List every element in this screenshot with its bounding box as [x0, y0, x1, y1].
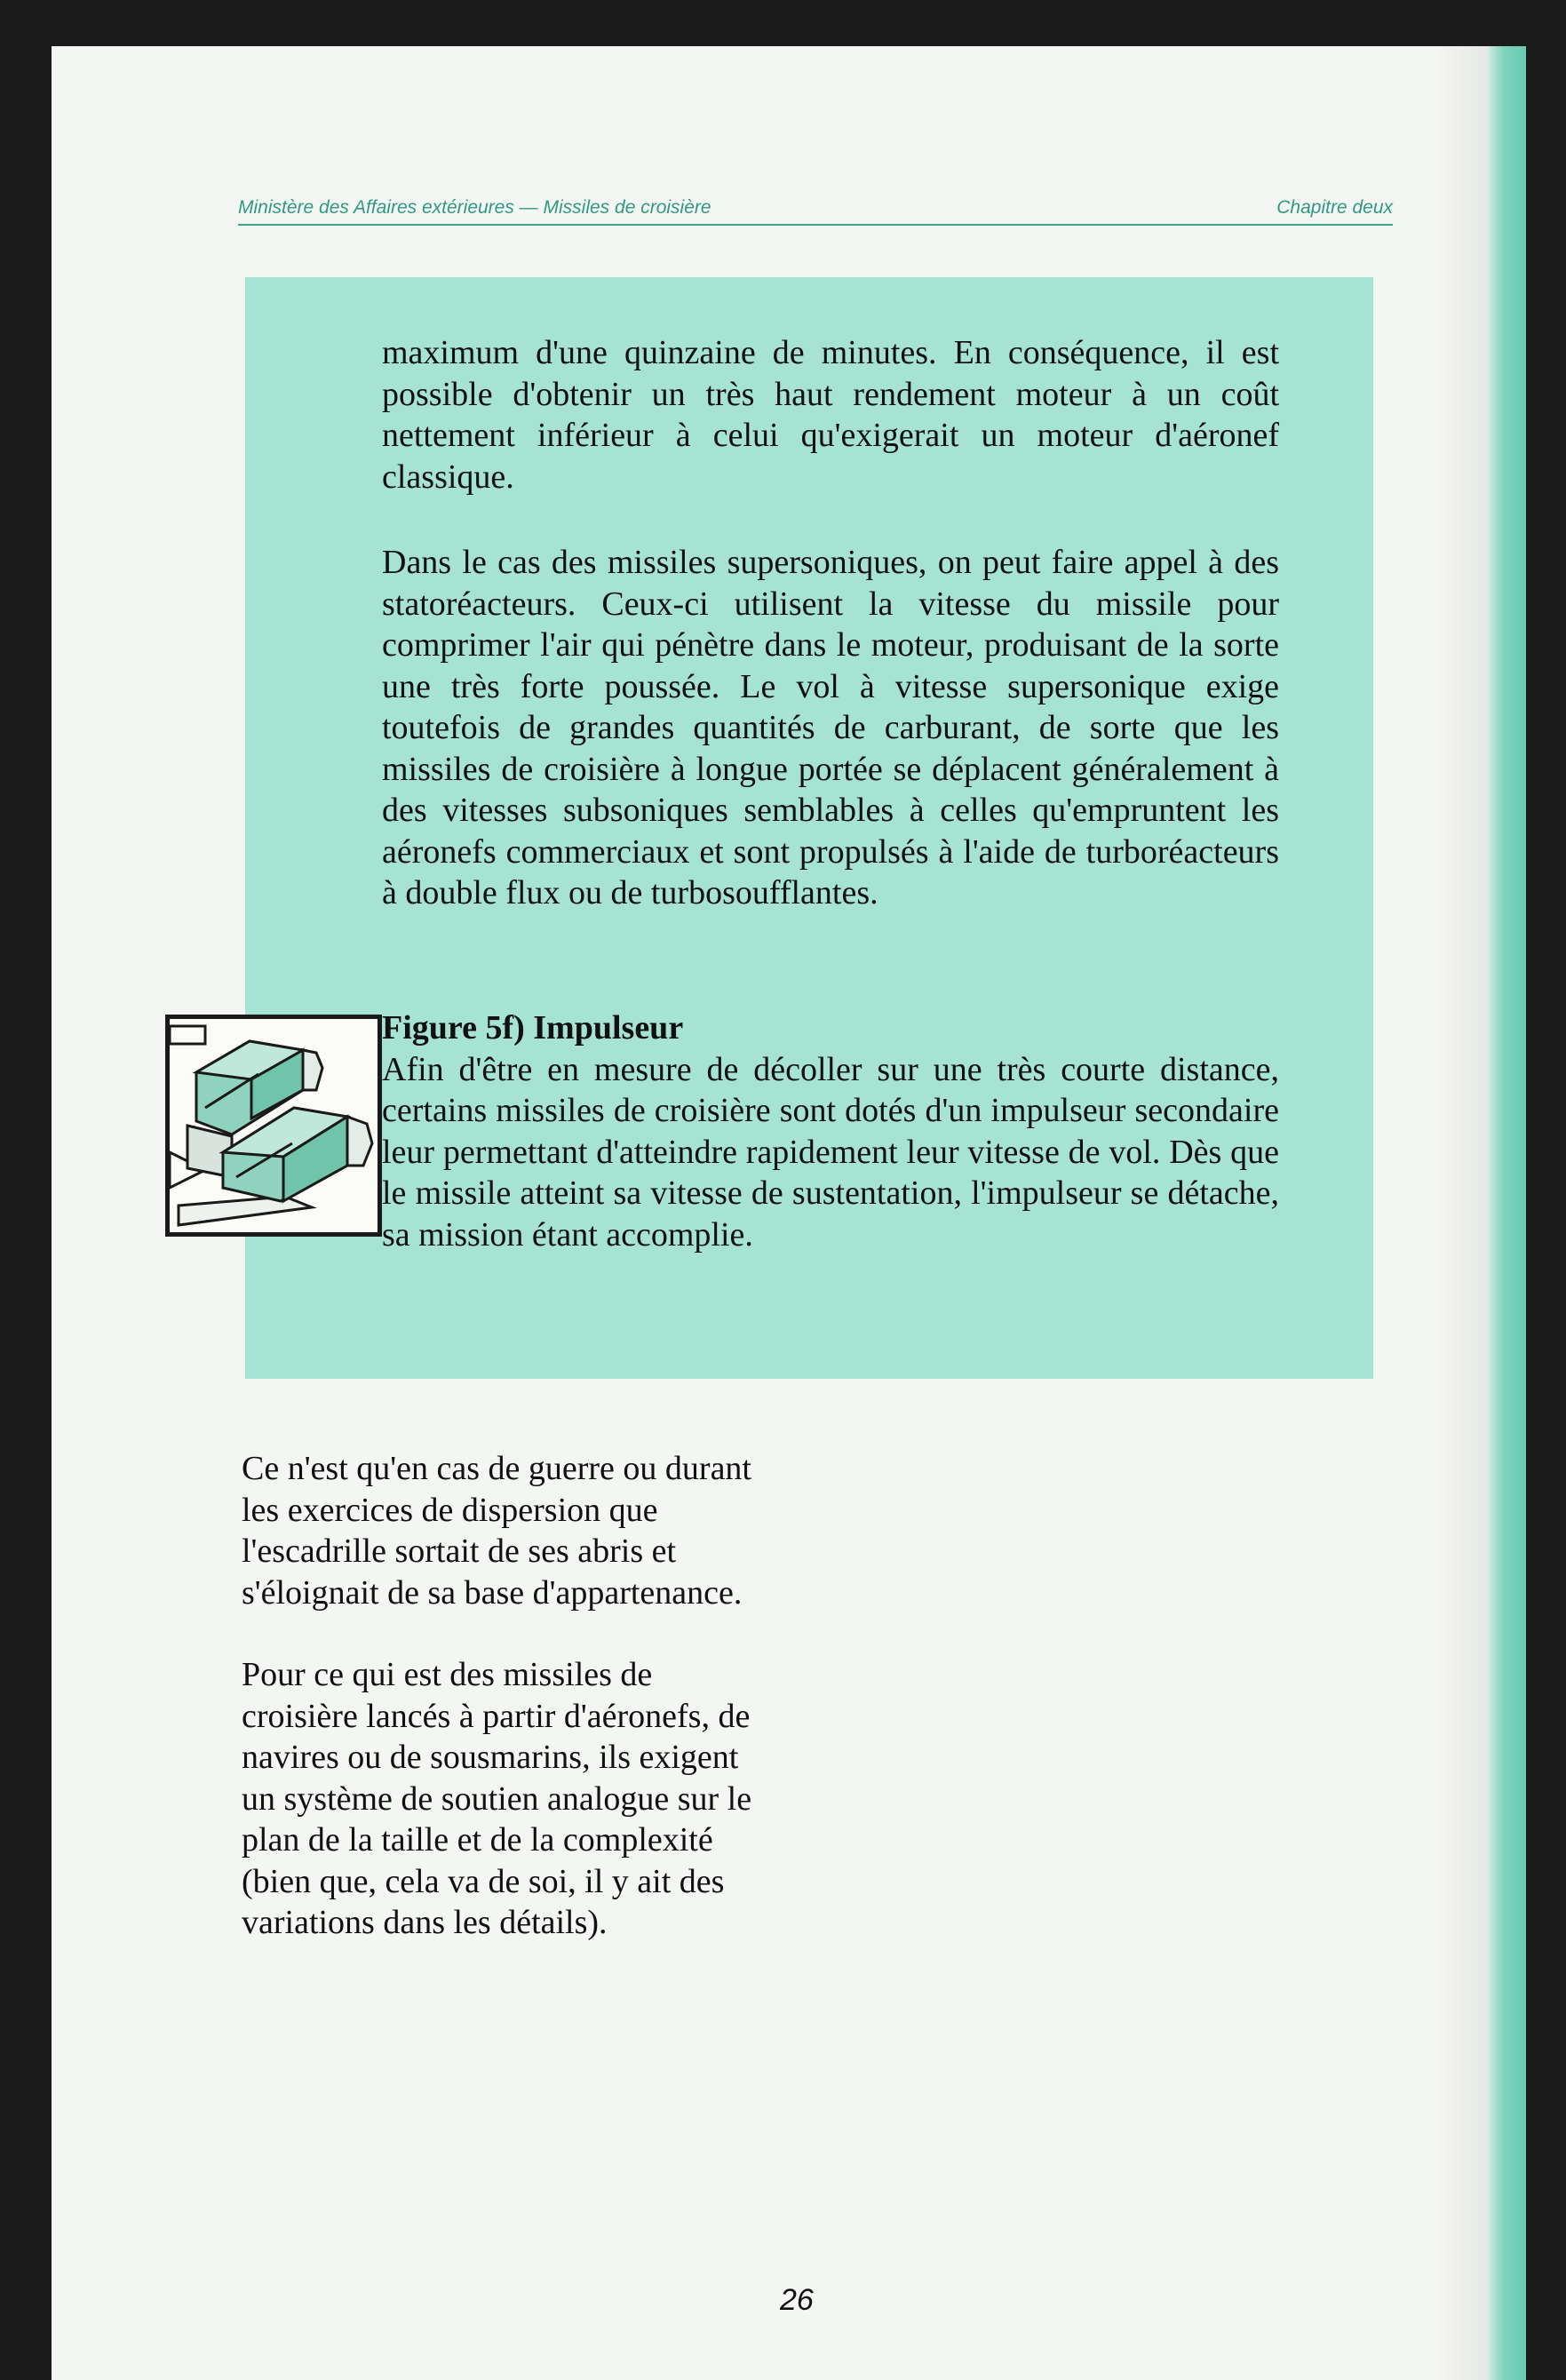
running-header — [238, 188, 1393, 226]
figure-caption-block — [382, 1007, 1279, 1255]
document-page — [52, 46, 1526, 2380]
body-paragraph: Ce n'est qu'en cas de guerre ou durant les exercices de dispersion que l'escadrille sortait de ses abris et s'éloignait de sa base d'appartenance. — [242, 1450, 751, 1612]
box-paragraph: Dans le cas des missiles supersoniques, on peut faire appel à des statoréacteurs. Ceux-ci utilisent la vitesse du missile pour comprimer l'air qui pénètre dans le moteur, produisant de la sorte une très forte poussée. Le vol à vitesse supersonique exige toutefois de grandes quantités de carburant, de sorte que les missiles de croisière à longue portée se déplacent généralement à des vitesses subsoniques semblables à celles qu'empruntent les aéronefs commerciaux et sont propulsés à l'aide de turboréacteurs à double flux ou de turbosoufflantes. — [382, 544, 1279, 911]
next-page-edge — [1489, 46, 1526, 2380]
body-column — [242, 1448, 775, 1985]
booster-icon — [165, 1015, 382, 1237]
page-number: 26 — [780, 2283, 814, 2317]
header-title: Ministère des Affaires extérieures — Missiles de croisière — [238, 197, 711, 218]
box-paragraph: maximum d'une quinzaine de minutes. En conséquence, il est possible d'obtenir un très haut rendement moteur à un coût nettement inférieur à celui qu'exigerait un moteur d'aéronef classique. — [382, 334, 1279, 496]
body-paragraph: Pour ce qui est des missiles de croisière lancés à partir d'aéronefs, de navires ou de sousmarins, ils exigent un système de soutien analogue sur le plan de la taille et de la complexité (bien que, cela va de soi, il y ait des variations dans les détails). — [242, 1656, 752, 1941]
page-crease — [1435, 46, 1489, 2380]
header-chapter: Chapitre deux — [1276, 197, 1393, 218]
figure-title: Figure 5f) Impulseur — [382, 1009, 684, 1047]
figure-description: Afin d'être en mesure de décoller sur une très courte distance, certains missiles de croisière sont dotés d'un impulseur secondaire leur permettant d'atteindre rapidement leur vitesse de vol. Dès que le missile atteint sa vitesse de sustentation, l'impulseur se détache, sa mission étant accomplie. — [382, 1050, 1279, 1254]
box-text — [382, 332, 1279, 959]
